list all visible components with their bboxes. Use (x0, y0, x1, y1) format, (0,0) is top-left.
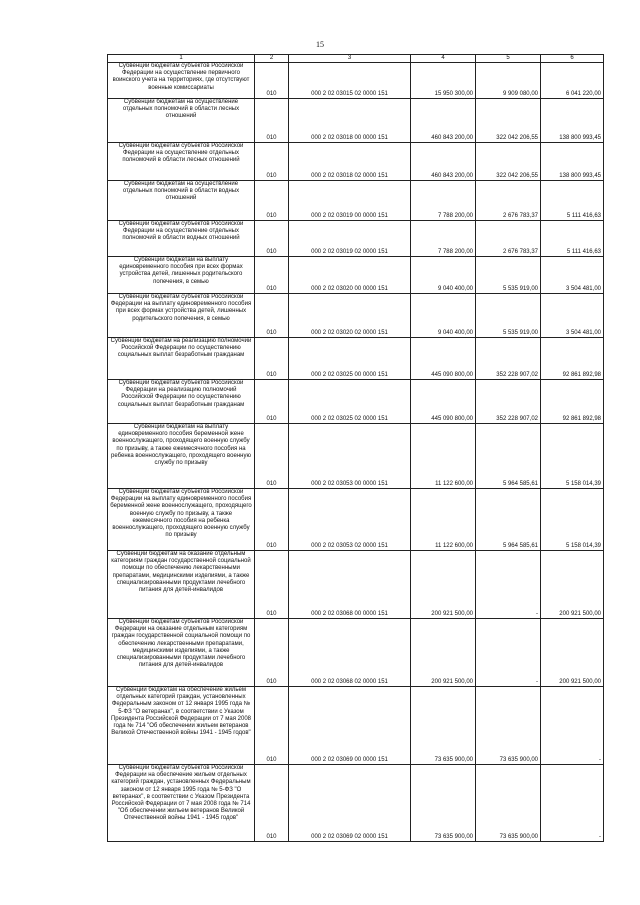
row-executed-amount: - (476, 551, 541, 619)
table-row (108, 489, 604, 551)
table-row (108, 619, 604, 687)
row-approved-amount: 460 843 200,00 (411, 99, 476, 143)
row-approved-amount: 73 635 900,00 (411, 687, 476, 765)
row-remaining-amount: 5 158 014,39 (541, 424, 604, 489)
row-executed-amount: 322 042 206,55 (476, 99, 541, 143)
row-executed-amount: 352 228 907,02 (476, 338, 541, 380)
column-header: 6 (541, 55, 604, 63)
row-approved-amount: 460 843 200,00 (411, 143, 476, 181)
row-remaining-amount: 200 921 500,00 (541, 551, 604, 619)
row-description: Субвенции бюджетам субъектов Российской Федерации на реализацию полномочий Российской Федерации по осуществлению социальных выплат безработным гражданам (108, 380, 255, 424)
table-row (108, 181, 604, 221)
row-kbk-code: 000 2 02 03015 02 0000 151 (289, 63, 411, 99)
table-row (108, 424, 604, 489)
row-executed-amount: 73 635 900,00 (476, 765, 541, 842)
row-executed-amount: 352 228 907,02 (476, 380, 541, 424)
row-executed-amount: 5 535 919,00 (476, 257, 541, 294)
row-remaining-amount: 92 861 892,98 (541, 338, 604, 380)
row-kbk-code: 000 2 02 03018 02 0000 151 (289, 143, 411, 181)
row-remaining-amount: 6 041 220,00 (541, 63, 604, 99)
row-code: 010 (255, 489, 289, 551)
row-approved-amount: 9 040 400,00 (411, 257, 476, 294)
row-code: 010 (255, 99, 289, 143)
row-code: 010 (255, 143, 289, 181)
table-row (108, 338, 604, 380)
row-approved-amount: 7 788 200,00 (411, 181, 476, 221)
row-description: Субвенции бюджетам на осуществление отдельных полномочий в области лесных отношений (108, 99, 255, 143)
column-header: 1 (108, 55, 255, 63)
row-executed-amount: 2 676 783,37 (476, 181, 541, 221)
table-row (108, 380, 604, 424)
row-description: Субвенции бюджетам на осуществление отдельных полномочий в области водных отношений (108, 181, 255, 221)
row-kbk-code: 000 2 02 03068 02 0000 151 (289, 619, 411, 687)
row-code: 010 (255, 294, 289, 338)
row-approved-amount: 11 122 600,00 (411, 424, 476, 489)
row-approved-amount: 11 122 600,00 (411, 489, 476, 551)
row-approved-amount: 200 921 500,00 (411, 619, 476, 687)
row-code: 010 (255, 380, 289, 424)
row-description: Субвенции бюджетам субъектов Российской Федерации на осуществление первичного воинского учета на территориях, где отсутствуют военные комиссариаты (108, 63, 255, 99)
column-header: 2 (255, 55, 289, 63)
row-approved-amount: 73 635 900,00 (411, 765, 476, 842)
row-kbk-code: 000 2 02 03025 02 0000 151 (289, 380, 411, 424)
table-row (108, 687, 604, 765)
row-kbk-code: 000 2 02 03053 00 0000 151 (289, 424, 411, 489)
row-kbk-code: 000 2 02 03019 00 0000 151 (289, 181, 411, 221)
row-remaining-amount: 138 800 993,45 (541, 99, 604, 143)
row-executed-amount: 322 042 206,55 (476, 143, 541, 181)
table-row (108, 551, 604, 619)
row-code: 010 (255, 424, 289, 489)
row-executed-amount: 2 676 783,37 (476, 221, 541, 257)
row-remaining-amount: 5 111 416,63 (541, 181, 604, 221)
row-description: Субвенции бюджетам субъектов Российской Федерации на обеспечение жильем отдельных категорий граждан, установленных Федеральным законом от 12 января 1995 года № 5-ФЗ "О ветеранах", в соответствии с Указом Президента Российской Федерации от 7 мая 2008 года № 714 "Об обеспечении жильем ветеранов Великой Отечественной войны 1941 - 1945 годов" (108, 765, 255, 842)
row-remaining-amount: - (541, 765, 604, 842)
row-kbk-code: 000 2 02 03069 00 0000 151 (289, 687, 411, 765)
table-row (108, 257, 604, 294)
table-row (108, 294, 604, 338)
row-kbk-code: 000 2 02 03069 02 0000 151 (289, 765, 411, 842)
row-code: 010 (255, 257, 289, 294)
row-description: Субвенции бюджетам субъектов Российской Федерации на оказание отдельным категориям граждан государственной социальной помощи по обеспечению лекарственными препаратами, медицинскими изделиями, а также специализированными продуктами лечебного питания для детей-инвалидов (108, 619, 255, 687)
table-row (108, 99, 604, 143)
table-row (108, 63, 604, 99)
row-code: 010 (255, 619, 289, 687)
row-executed-amount: 73 635 900,00 (476, 687, 541, 765)
row-approved-amount: 7 788 200,00 (411, 221, 476, 257)
row-remaining-amount: 200 921 500,00 (541, 619, 604, 687)
row-description: Субвенции бюджетам на оказание отдельным категориям граждан государственной социальной помощи по обеспечению лекарственными препаратами, медицинскими изделиями, а также специализированными продуктами лечебного питания для детей-инвалидов (108, 551, 255, 619)
row-description: Субвенции бюджетам субъектов Российской Федерации на выплату единовременного пособия при всех формах устройства детей, лишенных родительского попечения, в семью (108, 294, 255, 338)
row-approved-amount: 445 090 800,00 (411, 338, 476, 380)
row-remaining-amount: 5 158 014,39 (541, 489, 604, 551)
row-kbk-code: 000 2 02 03019 02 0000 151 (289, 221, 411, 257)
row-executed-amount: 9 909 080,00 (476, 63, 541, 99)
row-description: Субвенции бюджетам на обеспечение жильем отдельных категорий граждан, установленных Федеральным законом от 12 января 1995 года № 5-ФЗ "О ветеранах", в соответствии с Указом Президента Российской Федерации от 7 мая 2008 года № 714 "Об обеспечении жильем ветеранов Великой Отечественной войны 1941 - 1945 годов" (108, 687, 255, 765)
table-body (108, 63, 604, 842)
row-approved-amount: 445 090 800,00 (411, 380, 476, 424)
row-remaining-amount: 92 861 892,98 (541, 380, 604, 424)
row-remaining-amount: 3 504 481,00 (541, 257, 604, 294)
row-description: Субвенции бюджетам на выплату единовременного пособия при всех формах устройства детей, лишенных родительского попечения, в семью (108, 257, 255, 294)
table-header-row (108, 55, 604, 63)
row-kbk-code: 000 2 02 03018 00 0000 151 (289, 99, 411, 143)
column-header: 5 (476, 55, 541, 63)
table-row (108, 221, 604, 257)
row-code: 010 (255, 181, 289, 221)
row-remaining-amount: 138 800 993,45 (541, 143, 604, 181)
page-number: 15 (316, 40, 324, 49)
row-code: 010 (255, 221, 289, 257)
row-kbk-code: 000 2 02 03020 02 0000 151 (289, 294, 411, 338)
row-kbk-code: 000 2 02 03020 00 0000 151 (289, 257, 411, 294)
row-approved-amount: 9 040 400,00 (411, 294, 476, 338)
row-executed-amount: - (476, 619, 541, 687)
row-code: 010 (255, 63, 289, 99)
column-header: 4 (411, 55, 476, 63)
row-kbk-code: 000 2 02 03025 00 0000 151 (289, 338, 411, 380)
row-executed-amount: 5 535 919,00 (476, 294, 541, 338)
row-executed-amount: 5 964 585,61 (476, 489, 541, 551)
row-kbk-code: 000 2 02 03068 00 0000 151 (289, 551, 411, 619)
table-row (108, 765, 604, 842)
row-code: 010 (255, 687, 289, 765)
row-approved-amount: 15 950 300,00 (411, 63, 476, 99)
row-code: 010 (255, 338, 289, 380)
row-executed-amount: 5 964 585,61 (476, 424, 541, 489)
row-description: Субвенции бюджетам на реализацию полномочий Российской Федерации по осуществлению социальных выплат безработным гражданам (108, 338, 255, 380)
row-description: Субвенции бюджетам на выплату единовременного пособия беременной жене военнослужащего, проходящего военную службу по призыву, а также ежемесячного пособия на ребенка военнослужащего, проходящего военную службу по призыву (108, 424, 255, 489)
row-description: Субвенции бюджетам субъектов Российской Федерации на осуществление отдельных полномочий в области лесных отношений (108, 143, 255, 181)
row-remaining-amount: 5 111 416,63 (541, 221, 604, 257)
row-kbk-code: 000 2 02 03053 02 0000 151 (289, 489, 411, 551)
column-header: 3 (289, 55, 411, 63)
row-code: 010 (255, 765, 289, 842)
row-description: Субвенции бюджетам субъектов Российской Федерации на выплату единовременного пособия беременной жене военнослужащего, проходящего военную службу по призыву, а также ежемесячного пособия на ребенка военнослужащего, проходящего военную службу по призыву (108, 489, 255, 551)
row-remaining-amount: 3 504 481,00 (541, 294, 604, 338)
row-code: 010 (255, 551, 289, 619)
row-remaining-amount: - (541, 687, 604, 765)
budget-table (107, 54, 604, 842)
table-row (108, 143, 604, 181)
row-description: Субвенции бюджетам субъектов Российской Федерации на осуществление отдельных полномочий в области водных отношений (108, 221, 255, 257)
row-approved-amount: 200 921 500,00 (411, 551, 476, 619)
